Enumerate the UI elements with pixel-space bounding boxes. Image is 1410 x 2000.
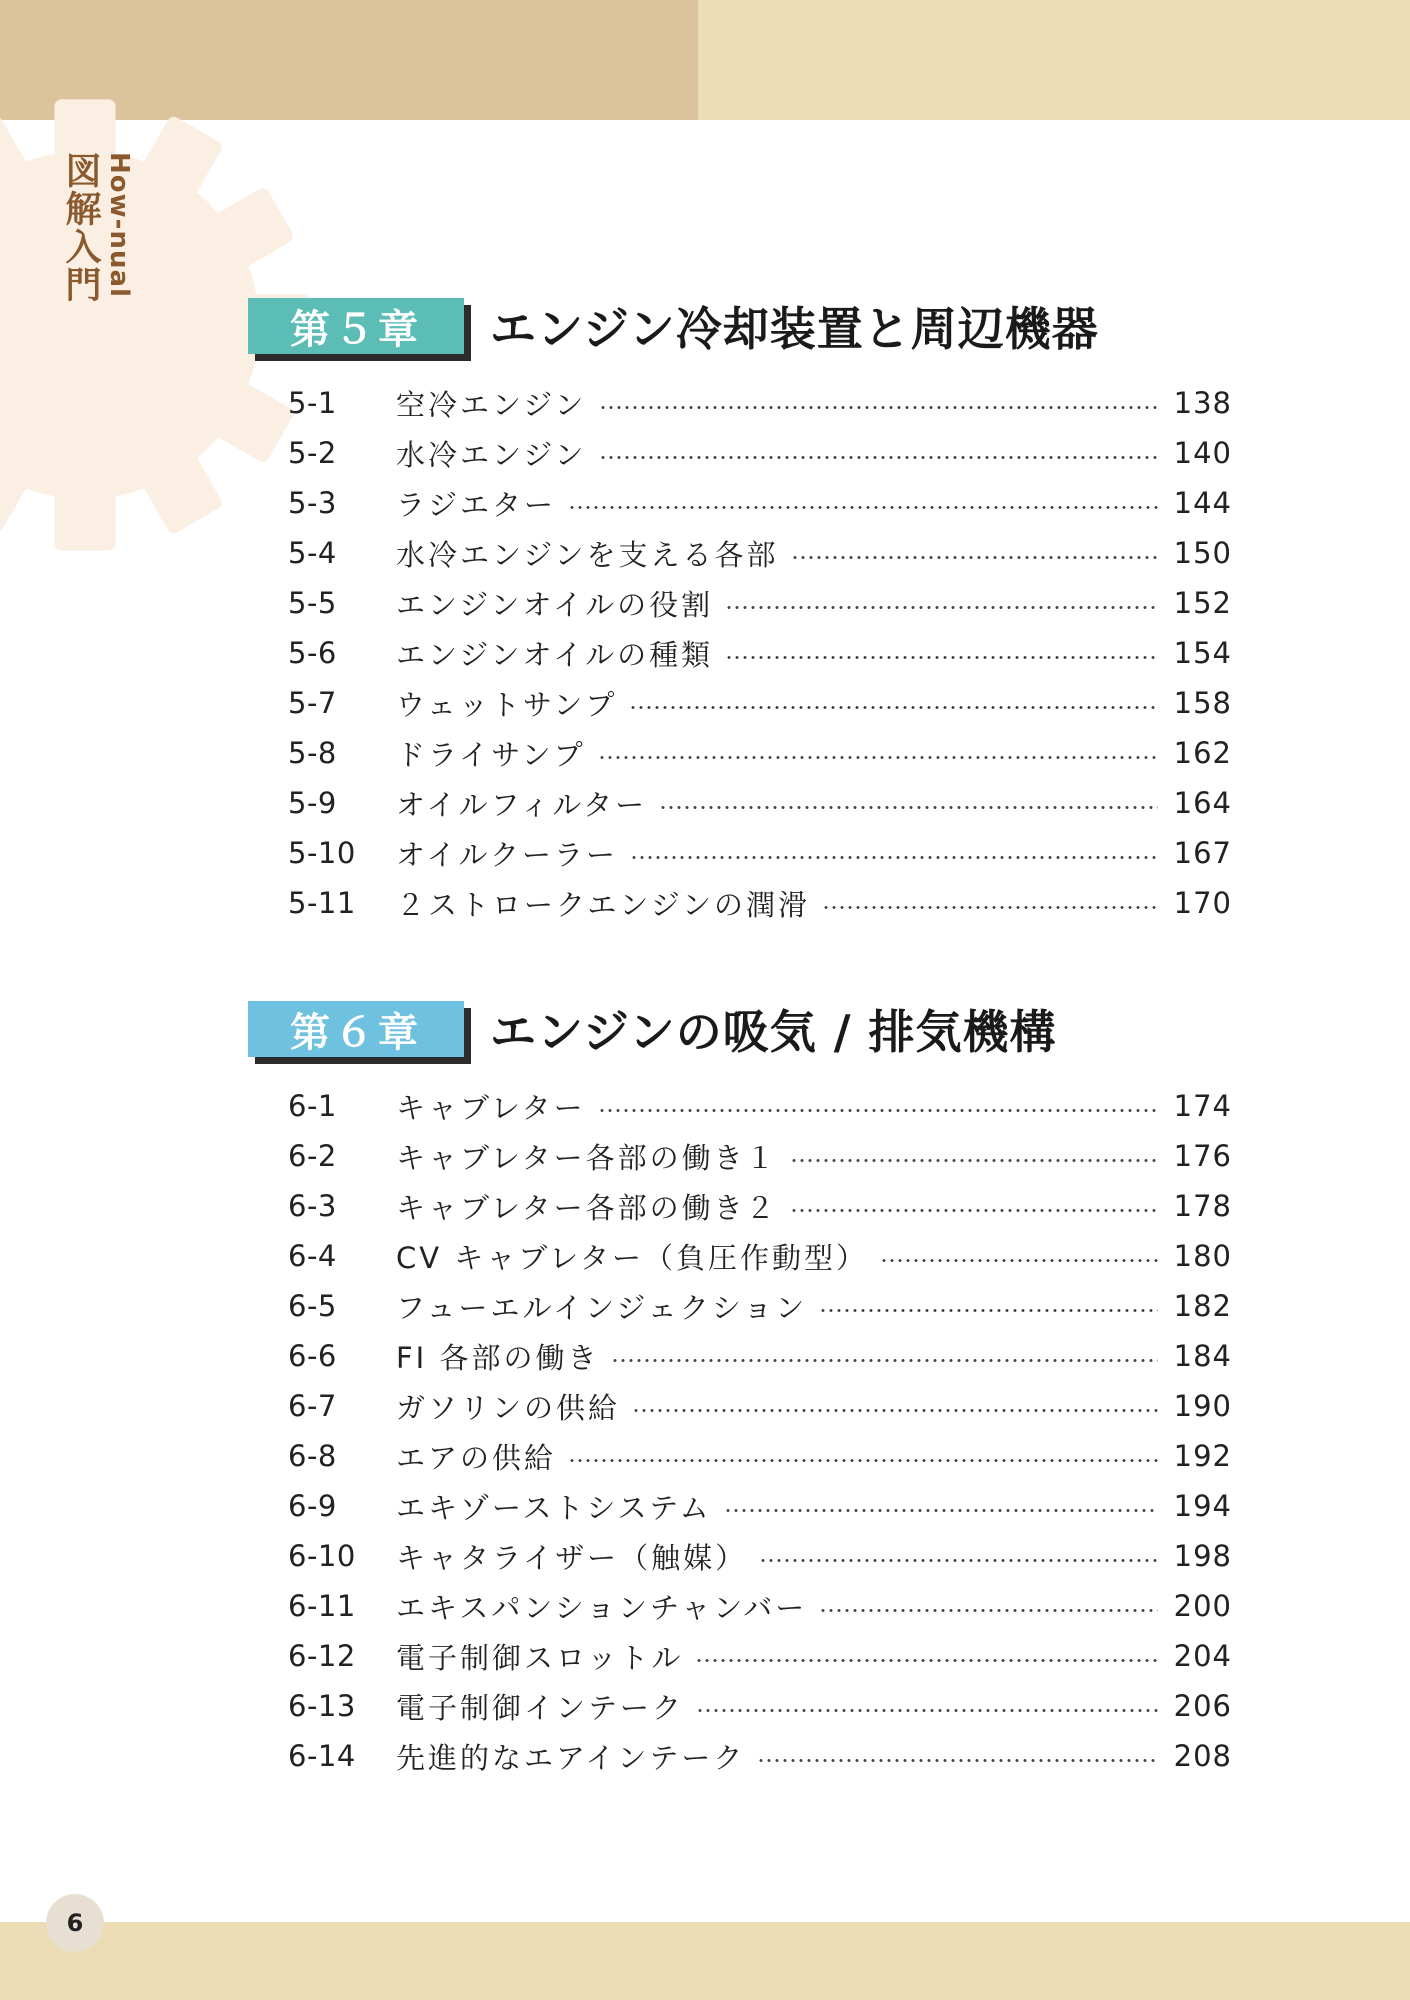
toc-entry[interactable] xyxy=(288,1481,1232,1531)
dot-leader xyxy=(629,706,1158,709)
dot-leader xyxy=(630,856,1158,859)
toc-entry-number: 5-3 xyxy=(288,486,337,520)
toc-entry-title: CV キャブレター（負圧作動型） xyxy=(396,1240,868,1275)
toc-entry[interactable] xyxy=(288,1181,1232,1231)
toc-entry-number: 5-10 xyxy=(288,836,356,870)
toc-entry[interactable] xyxy=(288,1131,1232,1181)
dot-leader xyxy=(757,1759,1158,1762)
toc-entry[interactable] xyxy=(288,1581,1232,1631)
dot-leader xyxy=(568,506,1158,509)
toc-entry-number: 6-4 xyxy=(288,1239,337,1273)
dot-leader xyxy=(759,1559,1158,1562)
toc-entry-page: 204 xyxy=(1173,1639,1232,1673)
dot-leader xyxy=(725,656,1158,659)
dot-leader xyxy=(822,906,1158,909)
toc-entry-number: 6-8 xyxy=(288,1439,337,1473)
toc-entry-page: 164 xyxy=(1173,786,1232,820)
toc-entry-number: 6-13 xyxy=(288,1689,356,1723)
toc-entry-title: ２ストロークエンジンの潤滑 xyxy=(396,887,810,922)
page-number: 6 xyxy=(46,1894,104,1952)
toc-entry[interactable] xyxy=(288,378,1232,428)
toc-entry-page: 192 xyxy=(1173,1439,1232,1473)
toc-entry-page: 158 xyxy=(1173,686,1232,720)
dot-leader xyxy=(724,1509,1158,1512)
toc-entry-page: 206 xyxy=(1173,1689,1232,1723)
toc-entry-title: ウェットサンプ xyxy=(396,687,618,722)
toc-entry-title: フューエルインジェクション xyxy=(396,1290,808,1325)
toc-entry[interactable] xyxy=(288,1681,1232,1731)
toc-entry-title: エンジンオイルの役割 xyxy=(396,587,714,622)
toc-entry-page: 208 xyxy=(1173,1739,1232,1773)
dot-leader xyxy=(696,1709,1158,1712)
toc-entry[interactable] xyxy=(288,1231,1232,1281)
toc-entry-page: 140 xyxy=(1173,436,1232,470)
toc-entry-title: 空冷エンジン xyxy=(396,387,587,422)
toc-entry[interactable] xyxy=(288,1631,1232,1681)
toc-entry-title: エキゾーストシステム xyxy=(396,1490,712,1525)
dot-leader xyxy=(659,806,1158,809)
toc-entry-title: キャブレター xyxy=(396,1090,586,1125)
toc-entry-number: 5-2 xyxy=(288,436,337,470)
toc-entry[interactable] xyxy=(288,1281,1232,1331)
toc-entry-title: ガソリンの供給 xyxy=(396,1390,621,1425)
toc-entry-number: 5-5 xyxy=(288,586,337,620)
toc-entry-title: キャブレター各部の働き２ xyxy=(396,1190,778,1225)
toc-entry-title: 水冷エンジンを支える各部 xyxy=(396,537,779,572)
toc-entry-page: 167 xyxy=(1173,836,1232,870)
toc-entry-number: 6-1 xyxy=(288,1089,337,1123)
toc-entry-page: 178 xyxy=(1173,1189,1232,1223)
series-title-en: How-nual xyxy=(104,152,134,298)
toc-entry-page: 174 xyxy=(1173,1089,1232,1123)
toc-entry[interactable] xyxy=(288,1331,1232,1381)
chapter-5-heading xyxy=(248,298,1248,362)
toc-entry-title: FI 各部の働き xyxy=(396,1340,600,1375)
toc-entry-page: 138 xyxy=(1173,386,1232,420)
toc-entry-number: 6-10 xyxy=(288,1539,356,1573)
toc-entry-page: 152 xyxy=(1173,586,1232,620)
toc-entry-number: 5-6 xyxy=(288,636,337,670)
toc-entry-page: 190 xyxy=(1173,1389,1232,1423)
chapter-5-toc xyxy=(288,378,1232,928)
chapter-5-badge: 第５章 xyxy=(248,298,464,354)
toc-entry-page: 180 xyxy=(1173,1239,1232,1273)
toc-entry-page: 198 xyxy=(1173,1539,1232,1573)
toc-entry-title: エアの供給 xyxy=(396,1440,557,1475)
chapter-6-heading xyxy=(248,1001,1248,1065)
chapter-6-toc xyxy=(288,1081,1232,1781)
dot-leader xyxy=(598,1109,1158,1112)
toc-entry[interactable] xyxy=(288,578,1232,628)
toc-entry-title: オイルフィルター xyxy=(396,787,648,822)
toc-entry-number: 6-2 xyxy=(288,1139,337,1173)
toc-entry-title: 水冷エンジン xyxy=(396,437,587,472)
toc-entry-title: 電子制御スロットル xyxy=(396,1640,684,1675)
header-band-right xyxy=(698,0,1410,120)
toc-entry-page: 144 xyxy=(1173,486,1232,520)
toc-entry-page: 162 xyxy=(1173,736,1232,770)
series-title-ja: 図解入門 xyxy=(60,152,101,304)
toc-entry-title: キャタライザー（触媒） xyxy=(396,1540,748,1575)
toc-entry-page: 182 xyxy=(1173,1289,1232,1323)
chapter-6-badge: 第６章 xyxy=(248,1001,464,1057)
toc-entry-number: 6-9 xyxy=(288,1489,337,1523)
toc-entry-title: 先進的なエアインテーク xyxy=(396,1740,746,1775)
toc-entry[interactable] xyxy=(288,1081,1232,1131)
toc-entry-page: 184 xyxy=(1173,1339,1232,1373)
toc-entry[interactable] xyxy=(288,728,1232,778)
toc-entry-number: 6-3 xyxy=(288,1189,337,1223)
toc-entry[interactable] xyxy=(288,1531,1232,1581)
dot-leader xyxy=(790,1209,1158,1212)
toc-entry-number: 6-6 xyxy=(288,1339,337,1373)
toc-entry-title: 電子制御インテーク xyxy=(396,1690,685,1725)
toc-entry-title: キャブレター各部の働き１ xyxy=(396,1140,778,1175)
toc-entry-page: 150 xyxy=(1173,536,1232,570)
toc-entry[interactable] xyxy=(288,428,1232,478)
dot-leader xyxy=(632,1409,1158,1412)
toc-entry[interactable] xyxy=(288,1731,1232,1781)
toc-entry-number: 5-11 xyxy=(288,886,356,920)
dot-leader xyxy=(725,606,1158,609)
toc-entry-number: 6-5 xyxy=(288,1289,337,1323)
toc-entry-title: ドライサンプ xyxy=(396,737,586,772)
toc-entry-title: ラジエター xyxy=(396,487,557,522)
toc-entry[interactable] xyxy=(288,678,1232,728)
toc-entry-number: 5-1 xyxy=(288,386,337,420)
toc-entry-number: 6-14 xyxy=(288,1739,356,1773)
toc-entry-page: 194 xyxy=(1173,1489,1232,1523)
toc-entry-number: 6-12 xyxy=(288,1639,356,1673)
toc-entry[interactable] xyxy=(288,1381,1232,1431)
footer-band xyxy=(0,1922,1410,2000)
toc-entry[interactable] xyxy=(288,528,1232,578)
toc-entry-page: 170 xyxy=(1173,886,1232,920)
toc-entry[interactable] xyxy=(288,478,1232,528)
toc-entry[interactable] xyxy=(288,878,1232,928)
toc-entry[interactable] xyxy=(288,628,1232,678)
toc-entry-number: 5-9 xyxy=(288,786,337,820)
dot-leader xyxy=(599,456,1158,459)
dot-leader xyxy=(790,1159,1158,1162)
toc-entry[interactable] xyxy=(288,778,1232,828)
dot-leader xyxy=(599,406,1158,409)
toc-entry-page: 200 xyxy=(1173,1589,1232,1623)
toc-entry-number: 5-8 xyxy=(288,736,337,770)
dot-leader xyxy=(791,556,1158,559)
dot-leader xyxy=(568,1459,1158,1462)
dot-leader xyxy=(598,756,1158,759)
toc-entry[interactable] xyxy=(288,828,1232,878)
toc-entry[interactable] xyxy=(288,1431,1232,1481)
toc-entry-number: 6-7 xyxy=(288,1389,337,1423)
chapter-5-title: エンジン冷却装置と周辺機器 xyxy=(490,302,1099,356)
toc-entry-number: 5-4 xyxy=(288,536,337,570)
dot-leader xyxy=(819,1309,1158,1312)
dot-leader xyxy=(880,1259,1158,1262)
toc-entry-title: エンジンオイルの種類 xyxy=(396,637,714,672)
dot-leader xyxy=(819,1609,1158,1612)
toc-entry-number: 6-11 xyxy=(288,1589,356,1623)
toc-entry-title: オイルクーラー xyxy=(396,837,618,872)
toc-entry-page: 154 xyxy=(1173,636,1232,670)
toc-entry-number: 5-7 xyxy=(288,686,337,720)
dot-leader xyxy=(695,1659,1158,1662)
toc-entry-page: 176 xyxy=(1173,1139,1232,1173)
series-logo xyxy=(62,152,132,312)
dot-leader xyxy=(611,1359,1158,1362)
chapter-6-title: エンジンの吸気 / 排気機構 xyxy=(490,1005,1057,1059)
toc-entry-title: エキスパンションチャンバー xyxy=(396,1590,808,1625)
